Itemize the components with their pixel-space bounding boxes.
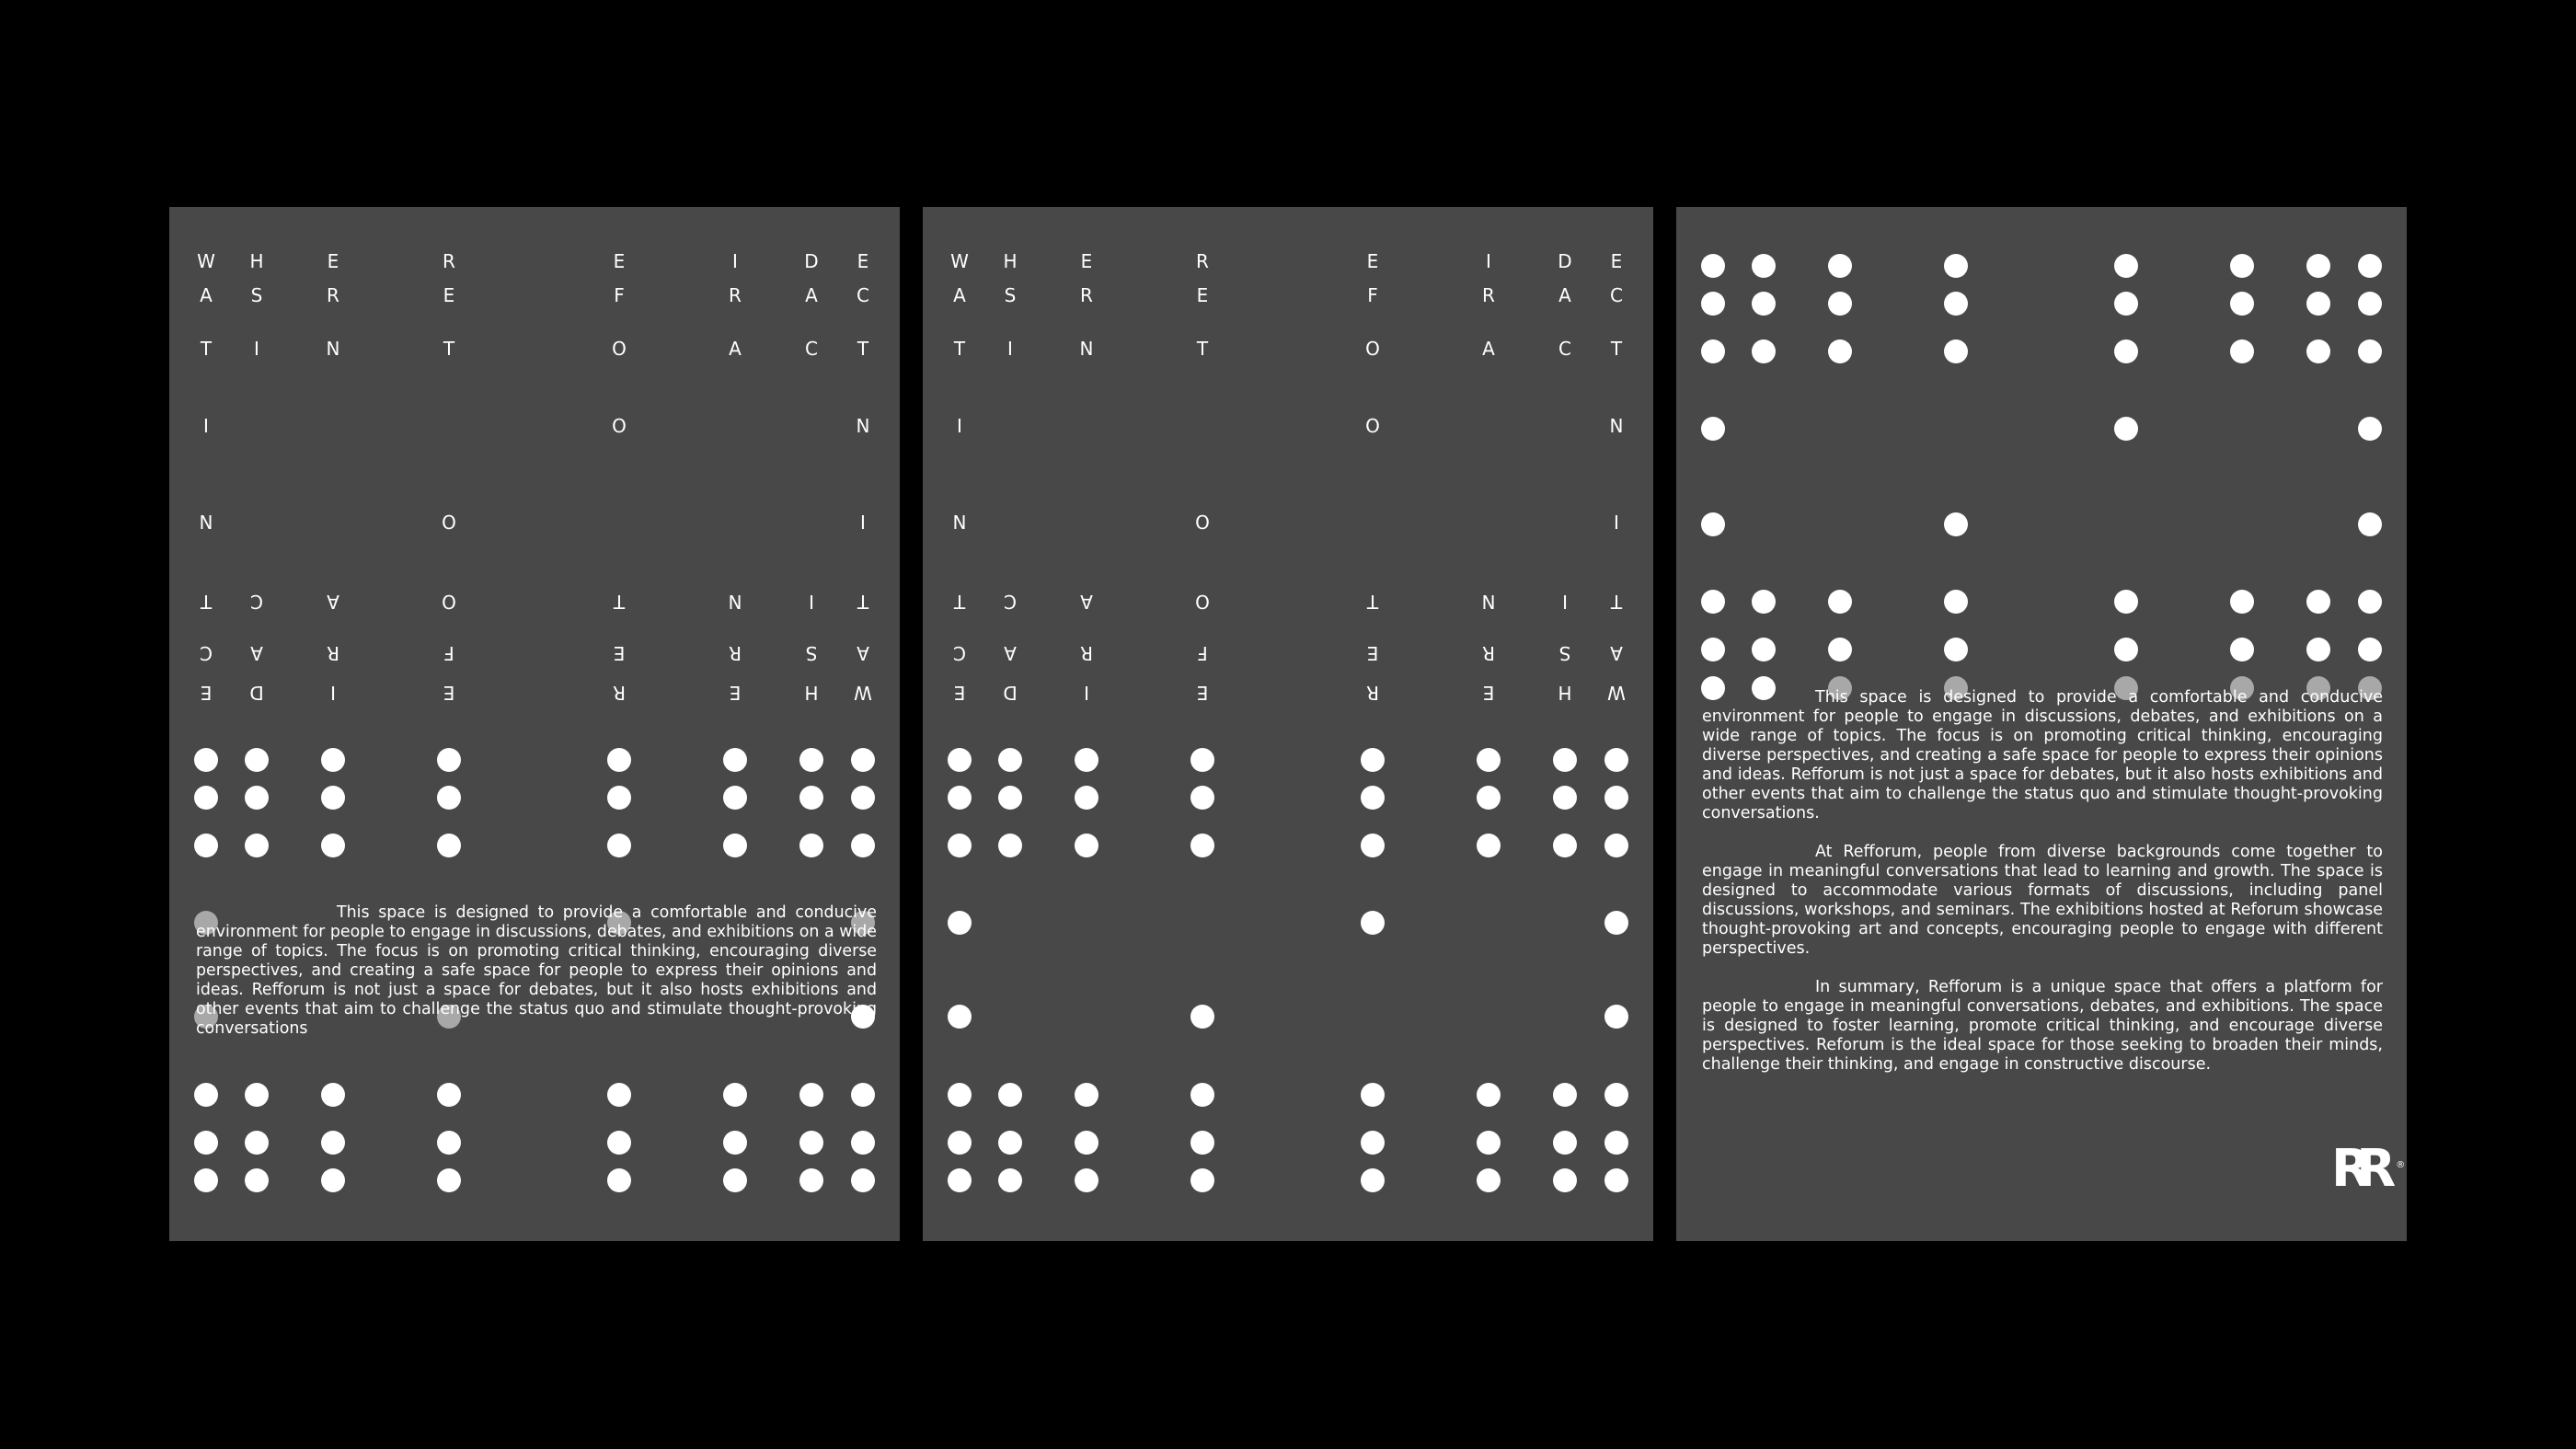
grid-letter: E <box>729 682 742 704</box>
grid-letter: S <box>1004 284 1017 306</box>
grid-letter: E <box>200 682 213 704</box>
grid-dot <box>799 786 823 810</box>
grid-dot <box>2306 339 2330 363</box>
grid-letter: T <box>200 338 213 360</box>
grid-dot <box>948 748 972 772</box>
grid-dot <box>1604 786 1628 810</box>
grid-dot <box>723 1168 747 1192</box>
logo-letters: RR <box>2331 1139 2382 1199</box>
grid-dot <box>321 1083 345 1107</box>
grid-dot <box>1553 1083 1577 1107</box>
grid-letter: A <box>1004 642 1017 664</box>
grid-dot <box>1477 834 1501 857</box>
grid-dot <box>2358 638 2382 661</box>
grid-letter: S <box>1558 642 1571 664</box>
grid-letter: E <box>1196 682 1209 704</box>
grid-dot <box>1604 1005 1628 1029</box>
grid-letter: E <box>1196 284 1209 306</box>
grid-letter: I <box>1562 591 1568 613</box>
grid-letter: N <box>952 512 967 534</box>
grid-letter: F <box>1367 284 1378 306</box>
grid-dot <box>851 748 875 772</box>
grid-letter: O <box>1365 338 1380 360</box>
grid-letter: R <box>1080 642 1093 664</box>
grid-dot <box>723 786 747 810</box>
grid-dot <box>245 1168 269 1192</box>
grid-letter: D <box>1558 250 1572 272</box>
grid-dot <box>998 834 1022 857</box>
grid-letter: O <box>1195 512 1210 534</box>
grid-dot <box>245 1083 269 1107</box>
grid-dot <box>799 1083 823 1107</box>
grid-dot <box>851 1168 875 1192</box>
grid-letter: W <box>854 682 872 704</box>
grid-dot <box>1553 786 1577 810</box>
grid-dot <box>1190 1168 1214 1192</box>
grid-letter: E <box>1482 682 1495 704</box>
grid-dot <box>2230 292 2254 316</box>
grid-letter: I <box>1084 682 1089 704</box>
grid-dot <box>998 1083 1022 1107</box>
grid-letter: A <box>953 284 966 306</box>
grid-letter: D <box>1003 682 1018 704</box>
grid-letter: T <box>857 591 869 613</box>
grid-letter: A <box>327 591 339 613</box>
grid-dot <box>1190 1083 1214 1107</box>
grid-letter: C <box>805 338 818 360</box>
grid-dot <box>2230 638 2254 661</box>
grid-dot <box>1828 292 1852 316</box>
grid-letter: O <box>612 415 627 437</box>
grid-dot <box>321 834 345 857</box>
grid-dot <box>1190 748 1214 772</box>
grid-dot <box>607 1168 631 1192</box>
grid-letter: E <box>953 682 966 704</box>
grid-letter: F <box>443 642 454 664</box>
grid-dot <box>1604 1168 1628 1192</box>
grid-dot <box>948 1168 972 1192</box>
grid-dot <box>607 1131 631 1155</box>
grid-dot <box>321 748 345 772</box>
grid-dot <box>1944 512 1968 536</box>
grid-letter: I <box>203 415 209 437</box>
grid-dot <box>1190 1131 1214 1155</box>
grid-letter: S <box>250 284 263 306</box>
grid-dot <box>1361 834 1385 857</box>
grid-dot <box>321 1168 345 1192</box>
grid-dot <box>1828 339 1852 363</box>
grid-dot <box>723 748 747 772</box>
grid-dot <box>998 786 1022 810</box>
grid-dot <box>1701 512 1725 536</box>
poster-right <box>1676 207 2407 1241</box>
grid-letter: O <box>442 512 456 534</box>
grid-letter: A <box>729 338 742 360</box>
grid-letter: C <box>857 284 869 306</box>
grid-dot <box>948 834 972 857</box>
grid-letter: A <box>250 642 263 664</box>
grid-dot <box>2114 339 2138 363</box>
grid-dot <box>1361 1083 1385 1107</box>
grid-letter: O <box>442 591 456 613</box>
grid-dot <box>2230 339 2254 363</box>
grid-dot <box>1752 339 1776 363</box>
grid-dot <box>1361 748 1385 772</box>
grid-letter: I <box>957 415 962 437</box>
grid-letter: T <box>953 338 966 360</box>
grid-letter: E <box>1366 642 1379 664</box>
grid-dot <box>1604 834 1628 857</box>
grid-letter: I <box>1614 512 1619 534</box>
grid-dot <box>799 1131 823 1155</box>
grid-letter: C <box>1610 284 1623 306</box>
grid-dot <box>1752 638 1776 661</box>
grid-letter: R <box>729 284 742 306</box>
poster-middle <box>923 207 1653 1241</box>
grid-dot <box>245 1131 269 1155</box>
grid-letter: A <box>1558 284 1571 306</box>
grid-dot <box>2306 590 2330 614</box>
grid-dot <box>1477 748 1501 772</box>
grid-dot <box>1477 1168 1501 1192</box>
grid-letter: D <box>249 682 264 704</box>
grid-dot <box>1361 786 1385 810</box>
grid-letter: N <box>1481 591 1496 613</box>
grid-letter: R <box>1366 682 1379 704</box>
grid-dot <box>1701 339 1725 363</box>
grid-letter: H <box>1558 682 1572 704</box>
grid-letter: A <box>1482 338 1495 360</box>
grid-dot <box>2358 254 2382 278</box>
grid-dot <box>437 786 461 810</box>
grid-letter: R <box>1196 250 1209 272</box>
grid-letter: H <box>1003 250 1018 272</box>
grid-dot <box>607 1083 631 1107</box>
grid-dot <box>321 786 345 810</box>
grid-letter: E <box>443 284 455 306</box>
grid-letter: N <box>728 591 742 613</box>
grid-letter: E <box>1366 250 1379 272</box>
grid-letter: E <box>857 250 869 272</box>
grid-dot <box>1701 638 1725 661</box>
grid-dot <box>2230 254 2254 278</box>
grid-letter: T <box>1610 591 1623 613</box>
grid-letter: C <box>1004 591 1017 613</box>
grid-letter: N <box>856 415 870 437</box>
grid-letter: E <box>613 642 626 664</box>
grid-dot <box>1752 292 1776 316</box>
grid-dot <box>1190 834 1214 857</box>
grid-letter: A <box>857 642 869 664</box>
grid-dot <box>194 1131 218 1155</box>
grid-dot <box>1553 748 1577 772</box>
grid-dot <box>2114 417 2138 441</box>
grid-dot <box>1075 748 1098 772</box>
grid-dot <box>437 748 461 772</box>
paragraph-community: At Refforum, people from diverse backgrounds come together to engage in meaningful conversations that lead to learning and growth. The space is designed to accommodate various formats of discussions, including panel discussions, workshops, and seminars. The exhibitions hosted at Reforum showcase thought-provoking art and concepts, encouraging people to engage with different perspectives. <box>1702 843 2383 958</box>
grid-dot <box>1828 638 1852 661</box>
grid-dot <box>2114 590 2138 614</box>
grid-dot <box>194 748 218 772</box>
grid-letter: T <box>1196 338 1209 360</box>
grid-dot <box>2114 292 2138 316</box>
grid-dot <box>245 748 269 772</box>
grid-dot <box>437 834 461 857</box>
text-block <box>1702 688 2383 1075</box>
grid-dot <box>948 1005 972 1029</box>
grid-dot <box>1075 1168 1098 1192</box>
grid-dot <box>437 1083 461 1107</box>
grid-dot <box>1604 1083 1628 1107</box>
grid-letter: F <box>614 284 625 306</box>
grid-dot <box>1752 590 1776 614</box>
grid-dot <box>1553 1168 1577 1192</box>
grid-letter: D <box>804 250 819 272</box>
grid-letter: N <box>199 512 213 534</box>
grid-letter: T <box>443 338 455 360</box>
grid-dot <box>1553 1131 1577 1155</box>
grid-letter: E <box>1080 250 1093 272</box>
grid-letter: A <box>1080 591 1093 613</box>
grid-dot <box>607 748 631 772</box>
paragraph-intro: This space is designed to provide a comfortable and conducive environment for people to engage in discussions, debates, and exhibitions on a wide range of topics. The focus is on promoting critical thinking, encouraging diverse perspectives, and creating a safe space for people to express their opinions and ideas. Refforum is not just a space for debates, but it also hosts exhibitions and other events that aim to challenge the status quo and stimulate thought-provoking conversations. <box>1702 688 2383 822</box>
grid-letter: I <box>860 512 866 534</box>
grid-dot <box>799 748 823 772</box>
grid-dot <box>2358 292 2382 316</box>
grid-dot <box>1752 254 1776 278</box>
grid-letter: C <box>953 642 966 664</box>
grid-letter: C <box>1558 338 1571 360</box>
grid-dot <box>1701 254 1725 278</box>
grid-letter: A <box>1610 642 1623 664</box>
grid-letter: E <box>613 250 626 272</box>
grid-dot <box>2358 417 2382 441</box>
grid-letter: W <box>1607 682 1626 704</box>
grid-dot <box>2230 590 2254 614</box>
grid-dot <box>1944 638 1968 661</box>
grid-dot <box>1075 1131 1098 1155</box>
grid-dot <box>245 834 269 857</box>
grid-letter: C <box>250 591 263 613</box>
grid-letter: C <box>200 642 213 664</box>
grid-dot <box>948 1131 972 1155</box>
grid-dot <box>2306 638 2330 661</box>
grid-dot <box>1075 834 1098 857</box>
grid-letter: R <box>327 284 339 306</box>
grid-dot <box>607 786 631 810</box>
grid-dot <box>2358 512 2382 536</box>
grid-dot <box>1477 786 1501 810</box>
grid-dot <box>998 748 1022 772</box>
grid-dot <box>607 834 631 857</box>
grid-dot <box>998 1168 1022 1192</box>
grid-letter: A <box>200 284 213 306</box>
grid-letter: R <box>729 642 742 664</box>
grid-dot <box>1944 590 1968 614</box>
grid-dot <box>998 1131 1022 1155</box>
grid-dot <box>1553 834 1577 857</box>
grid-letter: I <box>732 250 738 272</box>
grid-dot <box>2114 254 2138 278</box>
grid-letter: T <box>1366 591 1379 613</box>
grid-dot <box>799 1168 823 1192</box>
grid-letter: O <box>612 338 627 360</box>
grid-letter: N <box>1609 415 1624 437</box>
refforum-logo <box>2331 1139 2406 1199</box>
grid-dot <box>194 834 218 857</box>
grid-dot <box>245 786 269 810</box>
grid-dot <box>2306 254 2330 278</box>
grid-letter: A <box>805 284 818 306</box>
grid-dot <box>1701 292 1725 316</box>
grid-letter: H <box>804 682 819 704</box>
grid-dot <box>1604 911 1628 935</box>
grid-dot <box>851 1131 875 1155</box>
grid-dot <box>723 834 747 857</box>
paragraph-summary: In summary, Refforum is a unique space that offers a platform for people to engage in meaningful conversations, debates, and exhibitions. The space is designed to foster learning, promote critical thinking, and encourage diverse perspectives. Reforum is the ideal space for those seeking to broaden their minds, challenge their thinking, and engage in constructive discourse. <box>1702 978 2383 1074</box>
grid-dot <box>948 911 972 935</box>
grid-letter: F <box>1197 642 1208 664</box>
grid-dot <box>1361 1131 1385 1155</box>
grid-dot <box>194 1168 218 1192</box>
grid-letter: E <box>1610 250 1623 272</box>
grid-dot <box>1361 911 1385 935</box>
grid-dot <box>851 1083 875 1107</box>
grid-dot <box>1075 786 1098 810</box>
grid-dot <box>2358 590 2382 614</box>
grid-letter: S <box>805 642 818 664</box>
grid-dot <box>1361 1168 1385 1192</box>
grid-letter: T <box>1610 338 1623 360</box>
grid-letter: I <box>330 682 336 704</box>
grid-letter: I <box>254 338 259 360</box>
poster-left <box>169 207 900 1241</box>
grid-dot <box>1190 786 1214 810</box>
grid-dot <box>851 786 875 810</box>
grid-letter: T <box>953 591 966 613</box>
grid-dot <box>2114 638 2138 661</box>
grid-dot <box>1944 254 1968 278</box>
grid-letter: W <box>950 250 969 272</box>
grid-dot <box>194 1083 218 1107</box>
grid-letter: E <box>443 682 455 704</box>
grid-dot <box>321 1131 345 1155</box>
grid-letter: T <box>200 591 213 613</box>
grid-dot <box>1828 590 1852 614</box>
grid-dot <box>1604 748 1628 772</box>
grid-dot <box>799 834 823 857</box>
grid-letter: R <box>1482 642 1495 664</box>
grid-dot <box>1701 590 1725 614</box>
grid-dot <box>1477 1131 1501 1155</box>
grid-dot <box>1604 1131 1628 1155</box>
grid-letter: R <box>1080 284 1093 306</box>
grid-dot <box>948 786 972 810</box>
grid-letter: R <box>613 682 626 704</box>
grid-dot <box>1075 1083 1098 1107</box>
grid-dot <box>2306 292 2330 316</box>
grid-letter: H <box>249 250 264 272</box>
grid-letter: I <box>1007 338 1013 360</box>
grid-dot <box>1477 1083 1501 1107</box>
grid-letter: T <box>613 591 626 613</box>
grid-letter: N <box>1079 338 1094 360</box>
grid-dot <box>437 1131 461 1155</box>
grid-letter: E <box>327 250 339 272</box>
grid-dot <box>948 1083 972 1107</box>
grid-letter: T <box>857 338 869 360</box>
grid-letter: R <box>1482 284 1495 306</box>
grid-letter: W <box>197 250 215 272</box>
grid-letter: N <box>326 338 340 360</box>
grid-dot <box>1190 1005 1214 1029</box>
grid-dot <box>1701 417 1725 441</box>
grid-dot <box>1944 339 1968 363</box>
poster-paragraph: This space is designed to provide a comfortable and conducive environment for people to engage in discussions, debates, and exhibitions on a wide range of topics. The focus is on promoting critical thinking, encouraging diverse perspectives, and creating a safe space for people to express their opinions and ideas. Refforum is not just a space for debates, but it also hosts exhibitions and other events that aim to challenge the status quo and stimulate thought-provoking conversations <box>196 903 877 1038</box>
grid-letter: R <box>443 250 455 272</box>
grid-dot <box>851 834 875 857</box>
grid-letter: O <box>1195 591 1210 613</box>
grid-dot <box>723 1083 747 1107</box>
grid-letter: O <box>1365 415 1380 437</box>
grid-dot <box>194 786 218 810</box>
grid-dot <box>723 1131 747 1155</box>
grid-dot <box>437 1168 461 1192</box>
grid-dot <box>2358 339 2382 363</box>
grid-letter: I <box>1486 250 1491 272</box>
grid-dot <box>1828 254 1852 278</box>
grid-letter: R <box>327 642 339 664</box>
grid-dot <box>1944 292 1968 316</box>
registered-mark: ® <box>2396 1160 2406 1170</box>
grid-letter: I <box>809 591 814 613</box>
